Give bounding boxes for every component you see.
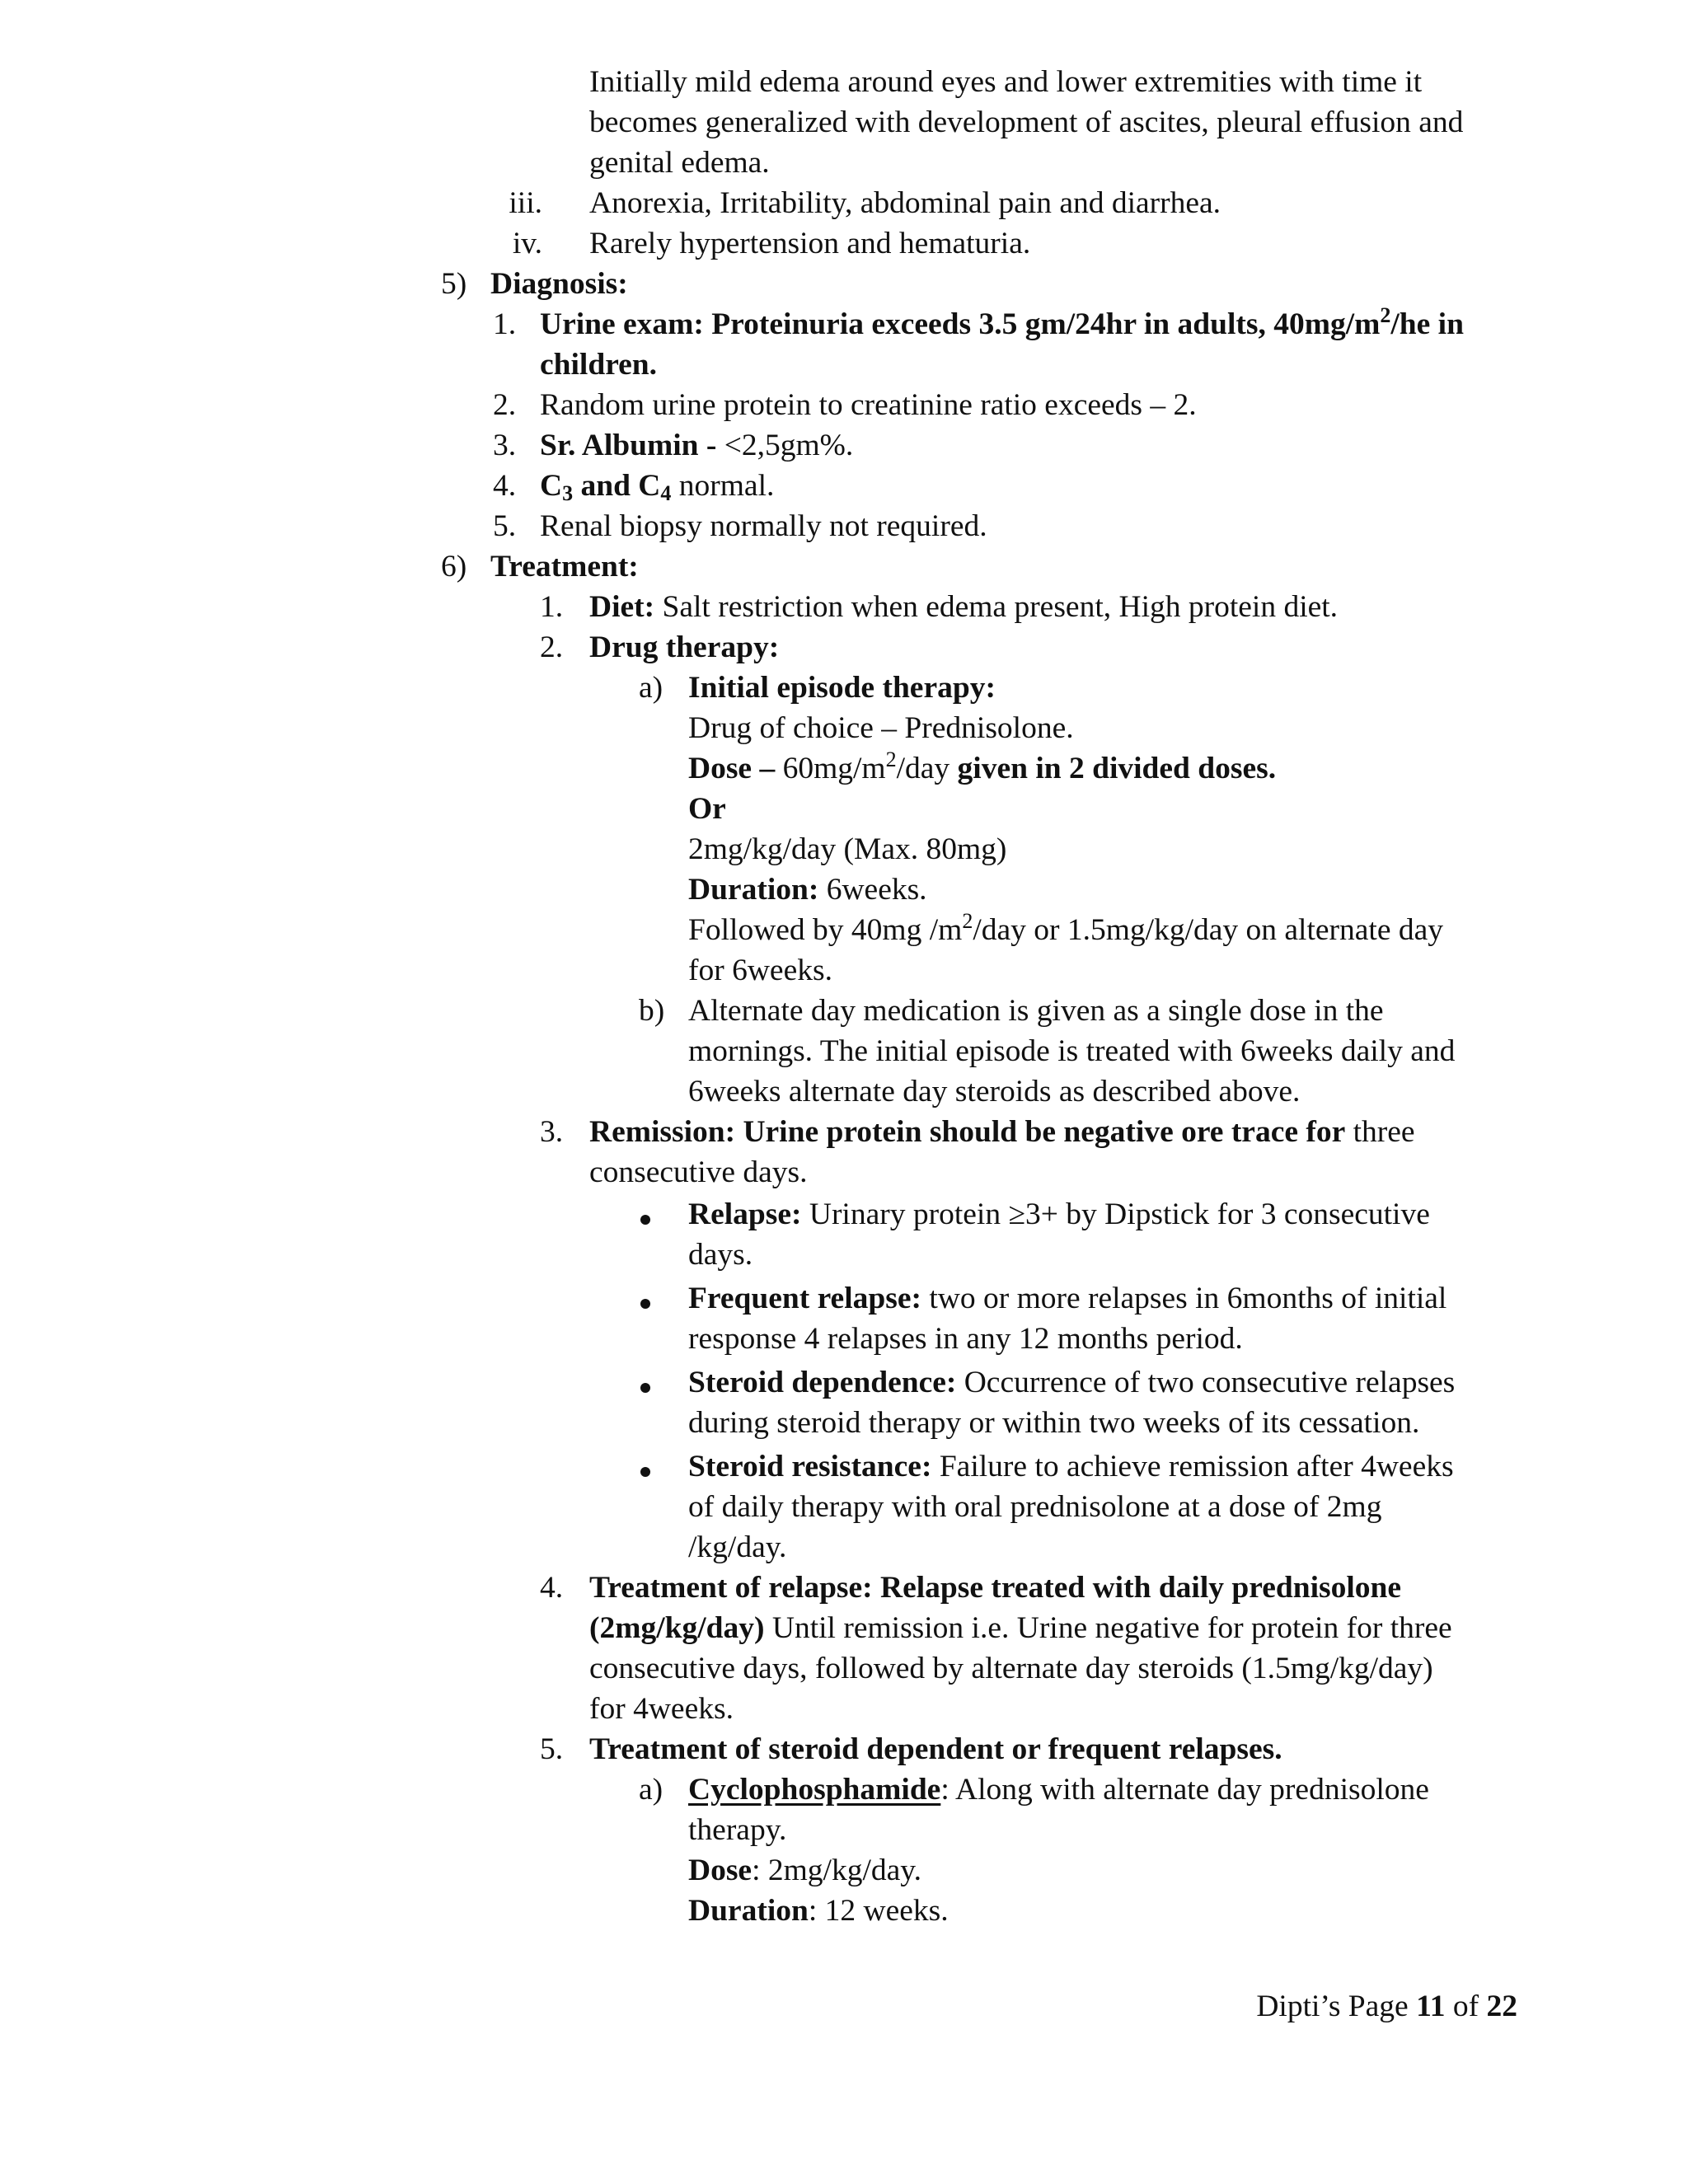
alternate-day-text: Alternate day medication is given as a single dose in the	[688, 994, 1384, 1028]
diagnosis-item-urine-cont: children.	[540, 348, 658, 382]
duration-line: Duration: 6weeks.	[688, 873, 927, 907]
bullet-icon	[640, 1467, 650, 1477]
frequent-relapse-definition: Frequent relapse: two or more relapses in 6months of initial	[688, 1282, 1447, 1315]
list-marker: 5.	[493, 509, 517, 543]
diagnosis-item-complement: $C_3$ and $C_4$ normal.	[540, 469, 775, 505]
relapse-treatment-cont: for 4weeks.	[589, 1692, 734, 1726]
steroid-resistance-definition-cont: /kg/day.	[688, 1530, 787, 1564]
bullet-icon	[640, 1215, 650, 1225]
cyclophosphamide-duration: Duration: 12 weeks.	[688, 1894, 949, 1928]
list-marker: 2.	[540, 630, 564, 664]
relapse-treatment-cont: consecutive days, followed by alternate day steroids (1.5mg/kg/day)	[589, 1652, 1433, 1685]
treatment-heading: Treatment:	[490, 550, 639, 583]
cyclophosphamide-dose: Dose: 2mg/kg/day.	[688, 1854, 921, 1887]
cyclophosphamide-line: Cyclophosphamide: Along with alternate day prednisolone	[688, 1773, 1429, 1807]
section-marker: 6)	[441, 550, 467, 583]
page-footer: Dipti’s Page 11 of 22	[1256, 1990, 1517, 2023]
list-marker: 3.	[493, 429, 517, 462]
treatment-diet: Diet: Salt restriction when edema present, High protein diet.	[589, 590, 1339, 624]
list-marker: 1.	[540, 590, 564, 624]
intro-line-3: genital edema.	[589, 146, 770, 180]
dose-line: Dose – $60mg/m^2$/day given in 2 divided doses.	[688, 748, 1277, 785]
or-label: Or	[688, 792, 726, 826]
list-marker: 4.	[540, 1571, 564, 1605]
list-marker: 2.	[493, 388, 517, 422]
relapse-treatment-cont: (2mg/kg/day) Until remission i.e. Urine negative for protein for three	[589, 1611, 1452, 1645]
list-marker: 3.	[540, 1115, 564, 1149]
alternate-day-text: mornings. The initial episode is treated with 6weeks daily and	[688, 1034, 1456, 1068]
diagnosis-item-albumin: Sr. Albumin - <2,5gm%.	[540, 429, 854, 462]
relapse-definition: Relapse: Urinary protein ≥3+ by Dipstick for 3 consecutive	[688, 1197, 1430, 1231]
remission-line-cont: consecutive days.	[589, 1155, 808, 1189]
steroid-resistance-definition-cont: of daily therapy with oral prednisolone at a dose of 2mg	[688, 1490, 1382, 1524]
treatment-drug-heading: Drug therapy:	[589, 630, 780, 664]
relapse-definition-cont: days.	[688, 1238, 753, 1272]
symptom-item: Anorexia, Irritability, abdominal pain and diarrhea.	[589, 186, 1221, 220]
bullet-icon	[640, 1299, 650, 1309]
section-marker: 5)	[441, 267, 467, 301]
steroid-dependence-definition: Steroid dependence: Occurrence of two consecutive relapses	[688, 1366, 1456, 1399]
diagnosis-item: Renal biopsy normally not required.	[540, 509, 987, 543]
list-marker: 4.	[493, 469, 517, 503]
initial-episode-heading: Initial episode therapy:	[688, 671, 996, 705]
remission-line: Remission: Urine protein should be negative ore trace for three	[589, 1115, 1415, 1149]
list-marker: iii.	[509, 186, 542, 220]
followed-by-line-cont: for 6weeks.	[688, 954, 832, 987]
diagnosis-item-urine: Urine exam: Proteinuria exceeds 3.5 gm/24hr in adults, $40mg/m^2/he$ in	[540, 303, 1464, 341]
frequent-relapse-definition-cont: response 4 relapses in any 12 months period.	[688, 1322, 1243, 1356]
steroid-dependent-heading: Treatment of steroid dependent or frequent relapses.	[589, 1732, 1282, 1766]
steroid-dependence-definition-cont: during steroid therapy or within two weeks of its cessation.	[688, 1406, 1420, 1440]
diagnosis-heading: Diagnosis:	[490, 267, 628, 301]
relapse-treatment: Treatment of relapse: Relapse treated with daily prednisolone	[589, 1571, 1401, 1605]
cyclophosphamide-line-cont: therapy.	[688, 1813, 787, 1847]
list-marker: iv.	[512, 227, 542, 260]
intro-line-1: Initially mild edema around eyes and lower extremities with time it	[589, 65, 1423, 99]
list-marker: a)	[639, 671, 663, 705]
followed-by-line: Followed by 40mg $/m^2$/day or 1.5mg/kg/day on alternate day	[688, 909, 1443, 947]
bullet-icon	[640, 1383, 650, 1393]
list-marker: 1.	[493, 307, 517, 341]
list-marker: a)	[639, 1773, 663, 1807]
drug-of-choice: Drug of choice – Prednisolone.	[688, 711, 1074, 745]
steroid-resistance-definition: Steroid resistance: Failure to achieve remission after 4weeks	[688, 1450, 1454, 1483]
symptom-item: Rarely hypertension and hematuria.	[589, 227, 1031, 260]
alternate-day-text: 6weeks alternate day steroids as described above.	[688, 1075, 1301, 1108]
alternate-dose: 2mg/kg/day (Max. 80mg)	[688, 832, 1007, 866]
list-marker: b)	[639, 994, 665, 1028]
intro-line-2: becomes generalized with development of ascites, pleural effusion and	[589, 105, 1464, 139]
diagnosis-item: Random urine protein to creatinine ratio exceeds – 2.	[540, 388, 1197, 422]
list-marker: 5.	[540, 1732, 564, 1766]
